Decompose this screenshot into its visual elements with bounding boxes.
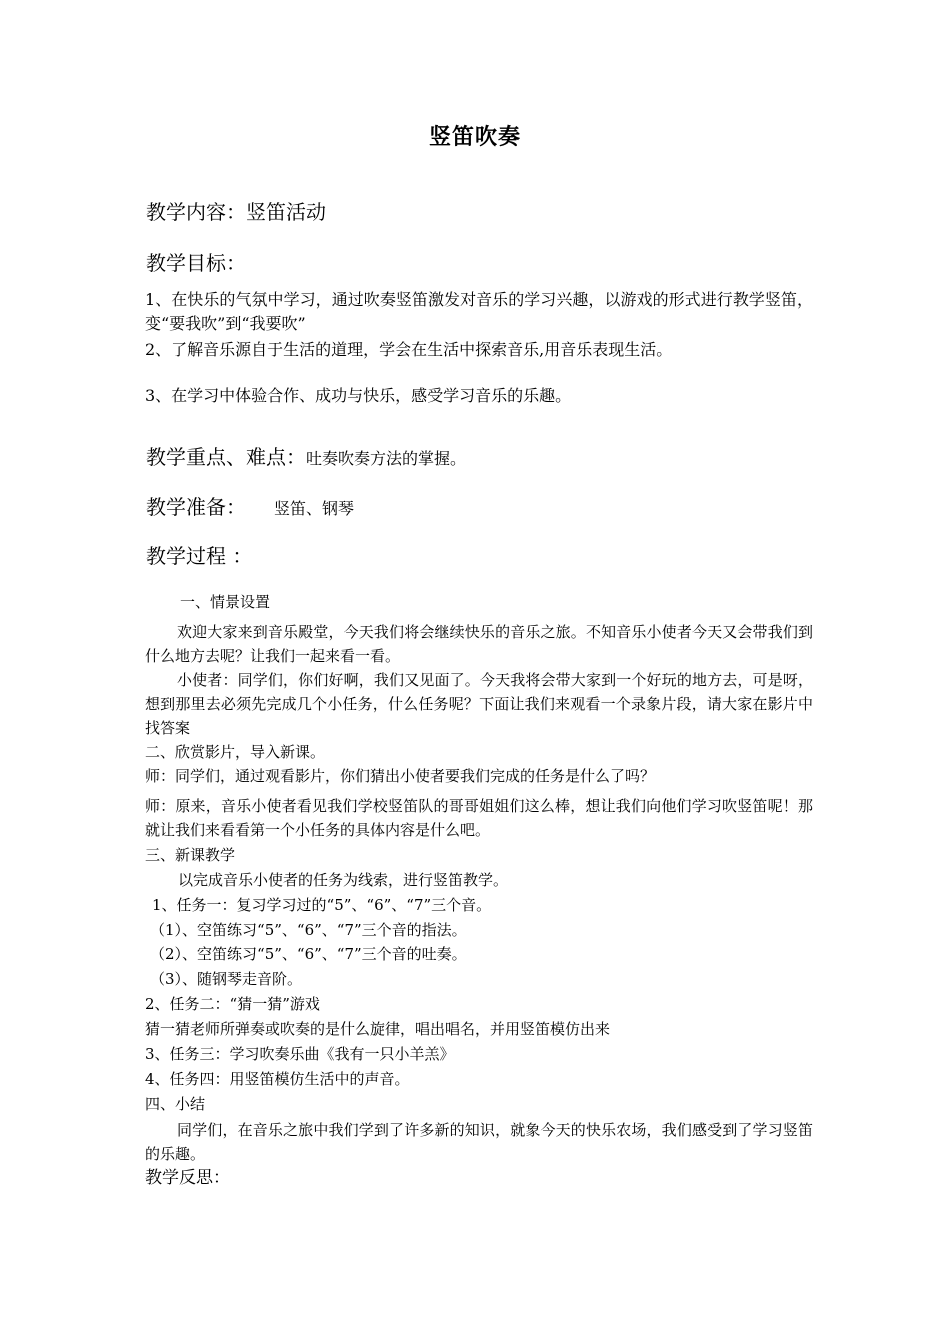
process-task-3: 3、任务三：学习吹奏乐曲《我有一只小羊羔》 [145, 1045, 455, 1063]
preparation-label: 教学准备： [146, 495, 246, 519]
process-task-2-desc: 猜一猜老师所弹奏或吹奏的是什么旋律，唱出唱名，并用竖笛模仿出来 [145, 1020, 611, 1038]
key-points-value: 吐奏吹奏方法的掌握。 [306, 449, 467, 468]
process-line-method: 以完成音乐小使者的任务为线索，进行竖笛教学。 [178, 871, 509, 889]
preparation-heading [146, 491, 354, 520]
process-task-2: 2、任务二：“猜一猜”游戏 [145, 995, 320, 1013]
document-title: 竖笛吹奏 [428, 124, 521, 150]
process-paragraph-messenger: 小使者：同学们，你们好啊，我们又见面了。今天我将会带大家到一个好玩的地方去，可是呀，想到那里去必须先完成几个小任务，什么任务呢？下面让我们来观看一个录象片段，请大家在影片中找答案 [145, 671, 813, 737]
process-task-1-step-2: （2）、空笛练习“5”、“6”、“7”三个音的吐奏。 [150, 945, 467, 963]
key-points-label: 教学重点、难点： [146, 445, 306, 469]
process-section-4: 四、小结 [145, 1095, 206, 1113]
process-section-2: 二、欣赏影片，导入新课。 [145, 743, 326, 761]
process-section-3: 三、新课教学 [145, 846, 236, 864]
objectives-heading: 教学目标： [146, 251, 246, 275]
process-section-1: 一、情景设置 [180, 593, 271, 611]
objective-item-2: 2、了解音乐源自于生活的道理，学会在生活中探索音乐,用音乐表现生活。 [145, 340, 673, 359]
objective-item-1: 1、在快乐的气氛中学习，通过吹奏竖笛激发对音乐的学习兴趣，以游戏的形式进行教学竖笛，变“要我吹”到“我要吹” [145, 290, 813, 333]
content-value: 竖笛活动 [246, 200, 326, 224]
process-task-1: 1、任务一：复习学习过的“5”、“6”、“7”三个音。 [152, 896, 492, 914]
process-summary: 同学们，在音乐之旅中我们学到了许多新的知识，就象今天的快乐农场，我们感受到了学习竖笛的乐趣。 [145, 1121, 813, 1163]
objective-item-3: 3、在学习中体验合作、成功与快乐，感受学习音乐的乐趣。 [145, 386, 572, 405]
reflection-heading: 教学反思： [145, 1168, 230, 1188]
process-paragraph-welcome: 欢迎大家来到音乐殿堂，今天我们将会继续快乐的音乐之旅。不知音乐小使者今天又会带我们到什么地方去呢？让我们一起来看一看。 [145, 623, 813, 665]
process-line-teacher-2: 师：原来，音乐小使者看见我们学校竖笛队的哥哥姐姐们这么棒，想让我们向他们学习吹竖笛呢！那就让我们来看看第一个小任务的具体内容是什么吧。 [145, 797, 813, 839]
process-line-teacher-1: 师：同学们，通过观看影片，你们猜出小使者要我们完成的任务是什么了吗？ [145, 767, 656, 785]
process-task-1-step-1: （1）、空笛练习“5”、“6”、“7”三个音的指法。 [150, 921, 467, 939]
key-points-heading [146, 441, 466, 470]
process-heading: 教学过程 ： [146, 544, 253, 568]
content-heading [146, 196, 326, 225]
process-task-1-step-3: （3）、随钢琴走音阶。 [150, 970, 303, 988]
content-label: 教学内容： [146, 200, 246, 224]
process-task-4: 4、任务四：用竖笛模仿生活中的声音。 [145, 1070, 410, 1088]
preparation-value: 竖笛、钢琴 [274, 499, 355, 518]
